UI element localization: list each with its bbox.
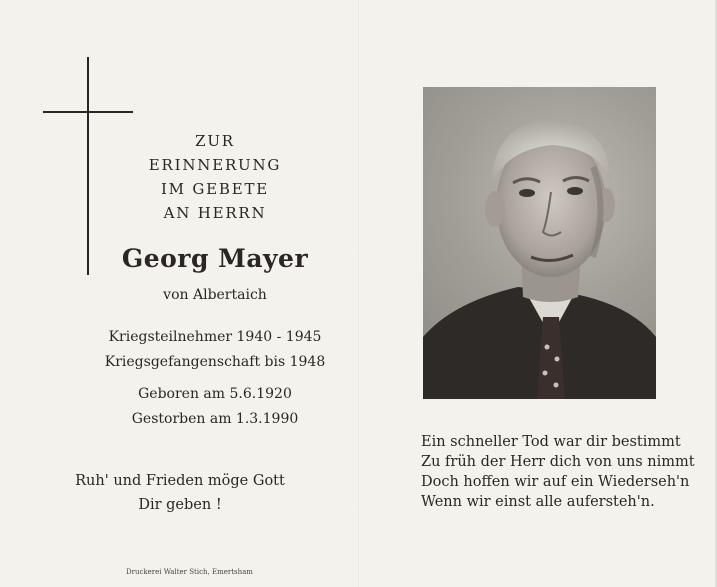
heading-line-4: AN HERRN — [163, 204, 267, 222]
printer-credit: Druckerei Walter Stich, Emertsham — [126, 568, 253, 576]
heading-line-3: IM GEBETE — [160, 180, 270, 198]
memorial-verse — [421, 432, 701, 512]
war-service: Kriegsteilnehmer 1940 - 1945 — [108, 329, 322, 345]
card-fold — [358, 0, 360, 587]
death-date: Gestorben am 1.3.1990 — [131, 411, 299, 427]
verse-line-1: Ein schneller Tod war dir bestimmt — [421, 434, 681, 450]
blessing-line-2: Dir geben ! — [138, 497, 222, 513]
blessing-line-1: Ruh' und Frieden möge Gott — [75, 473, 285, 489]
verse-line-2: Zu früh der Herr dich von uns nimmt — [421, 454, 695, 470]
portrait-photo — [423, 87, 656, 399]
origin: von Albertaich — [163, 287, 267, 303]
birth-date: Geboren am 5.6.1920 — [138, 386, 292, 402]
heading-line-2: ERINNERUNG — [148, 156, 282, 174]
deceased-name: Georg Mayer — [121, 244, 309, 273]
verse-line-4: Wenn wir einst alle aufersteh'n. — [421, 494, 655, 510]
heading-line-1: ZUR — [195, 132, 235, 150]
captivity: Kriegsgefangenschaft bis 1948 — [104, 354, 326, 370]
verse-line-3: Doch hoffen wir auf ein Wiederseh'n — [421, 474, 690, 490]
